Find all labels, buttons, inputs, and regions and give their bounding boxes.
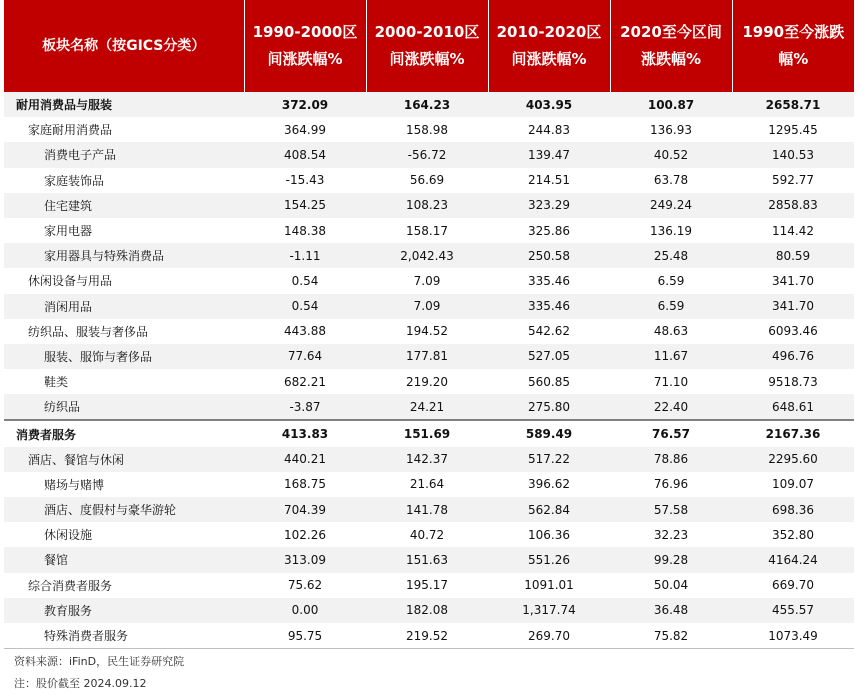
value-2010-2020: 335.46	[488, 294, 610, 319]
sector-name: 服装、服饰与奢侈品	[4, 344, 244, 369]
value-2020-now: 71.10	[653, 374, 689, 389]
value-2010-2020: 551.26	[488, 547, 610, 572]
value-2020-now: 76.57	[610, 420, 732, 446]
value-2010-2020: 269.70	[528, 628, 570, 643]
sector-name: 家用器具与特殊消费品	[4, 243, 244, 268]
value-1990-2000: 682.21	[284, 374, 326, 389]
value-1990-now: 2167.36	[732, 420, 854, 446]
table-row	[4, 573, 854, 598]
value-2000-2010: 7.09	[366, 294, 488, 319]
value-1990-now: 2295.60	[732, 447, 854, 472]
sector-name: 酒店、餐馆与休闲	[4, 447, 244, 472]
sector-name: 住宅建筑	[4, 193, 244, 218]
table-row	[4, 623, 854, 648]
sector-name: 特殊消费者服务	[44, 629, 129, 644]
value-1990-now: 648.61	[732, 394, 854, 420]
value-2010-2020: 1,317.74	[488, 598, 610, 623]
value-2020-now: 57.58	[610, 497, 732, 522]
sector-name: 休闲设备与用品	[28, 274, 113, 289]
value-2000-2010: 182.08	[366, 598, 488, 623]
date-note: 注：股价截至 2024.09.12	[14, 677, 147, 690]
table-row	[4, 394, 854, 420]
value-2010-2020: 403.95	[488, 92, 610, 117]
value-2000-2010: 21.64	[409, 477, 445, 492]
value-2020-now: 6.59	[610, 294, 732, 319]
sector-name: 家庭耐用消费品	[28, 123, 113, 138]
value-1990-2000: 77.64	[244, 344, 366, 369]
table-body	[4, 92, 854, 648]
table-row	[4, 168, 854, 193]
value-1990-now: 140.53	[732, 142, 854, 167]
table-notes	[4, 648, 854, 695]
value-2010-2020: 562.84	[488, 497, 610, 522]
sector-name: 消闲用品	[4, 294, 244, 319]
value-1990-2000: -15.43	[285, 173, 325, 188]
value-1990-2000: 0.00	[244, 598, 366, 623]
value-2000-2010: 141.78	[366, 497, 488, 522]
value-1990-now: 2658.71	[732, 92, 854, 117]
value-2020-now: 136.19	[650, 223, 692, 238]
value-1990-now: 114.42	[772, 223, 814, 238]
value-1990-2000: 154.25	[244, 193, 366, 218]
value-2000-2010: 24.21	[366, 394, 488, 420]
value-2020-now: 6.59	[657, 273, 685, 288]
sector-name: 教育服务	[4, 598, 244, 623]
value-2000-2010: 177.81	[366, 344, 488, 369]
value-2000-2010: 142.37	[366, 447, 488, 472]
value-2000-2010: -56.72	[366, 142, 488, 167]
value-2000-2010: 164.23	[366, 92, 488, 117]
sector-performance-table	[4, 0, 854, 648]
value-1990-2000: 102.26	[284, 527, 326, 542]
value-1990-now: 669.70	[772, 578, 814, 593]
table-row	[4, 497, 854, 522]
value-2020-now: 136.93	[650, 122, 692, 137]
value-1990-2000: 408.54	[244, 142, 366, 167]
value-2000-2010: 195.17	[406, 578, 448, 593]
table-row	[4, 369, 854, 394]
value-2010-2020: 1091.01	[524, 578, 574, 593]
value-1990-now: 9518.73	[768, 374, 818, 389]
header-2000-2010: 2000-2010区间涨跌幅%	[366, 0, 488, 92]
value-2020-now: 22.40	[610, 394, 732, 420]
table-row	[4, 319, 854, 344]
value-1990-now: 109.07	[772, 477, 814, 492]
value-1990-2000: 0.54	[244, 294, 366, 319]
value-2010-2020: 527.05	[488, 344, 610, 369]
value-2020-now: 75.82	[653, 628, 689, 643]
sector-name: 鞋类	[44, 375, 69, 390]
value-1990-2000: -1.11	[244, 243, 366, 268]
value-2020-now: 32.23	[653, 527, 689, 542]
value-2020-now: 63.78	[653, 173, 689, 188]
value-2020-now: 78.86	[610, 447, 732, 472]
value-2010-2020: 106.36	[528, 527, 570, 542]
value-2010-2020: 244.83	[528, 122, 570, 137]
table-row	[4, 193, 854, 218]
sector-name: 综合消费者服务	[28, 578, 113, 593]
table-row	[4, 344, 854, 369]
value-2010-2020: 560.85	[528, 374, 570, 389]
value-2010-2020: 275.80	[488, 394, 610, 420]
value-2010-2020: 542.62	[528, 324, 570, 339]
value-1990-now: 6093.46	[768, 324, 818, 339]
value-2020-now: 249.24	[610, 193, 732, 218]
sector-name: 餐馆	[4, 547, 244, 572]
value-2000-2010: 2,042.43	[366, 243, 488, 268]
value-1990-2000: 443.88	[284, 324, 326, 339]
source-note: 资料来源：iFinD，民生证券研究院	[14, 655, 185, 668]
value-2000-2010: 158.98	[406, 122, 448, 137]
sector-name: 酒店、度假村与豪华游轮	[4, 497, 244, 522]
value-2020-now: 99.28	[610, 547, 732, 572]
value-2000-2010: 158.17	[406, 223, 448, 238]
sector-name: 消费者服务	[4, 420, 244, 446]
table-row	[4, 598, 854, 623]
value-1990-now: 455.57	[732, 598, 854, 623]
value-2020-now: 25.48	[610, 243, 732, 268]
value-2010-2020: 323.29	[488, 193, 610, 218]
header-2020-now: 2020至今区间涨跌幅%	[610, 0, 732, 92]
value-2020-now: 36.48	[610, 598, 732, 623]
table-row	[4, 547, 854, 572]
value-1990-now: 698.36	[732, 497, 854, 522]
value-1990-now: 1073.49	[768, 628, 818, 643]
value-2010-2020: 335.46	[528, 273, 570, 288]
table-row	[4, 218, 854, 243]
value-1990-2000: 168.75	[284, 477, 326, 492]
value-2020-now: 11.67	[610, 344, 732, 369]
value-1990-2000: 372.09	[244, 92, 366, 117]
table-row	[4, 294, 854, 319]
value-2020-now: 40.52	[610, 142, 732, 167]
value-2000-2010: 151.63	[366, 547, 488, 572]
value-1990-now: 341.70	[772, 273, 814, 288]
value-2010-2020: 589.49	[488, 420, 610, 446]
table-row	[4, 522, 854, 547]
value-2010-2020: 250.58	[488, 243, 610, 268]
value-1990-2000: 440.21	[244, 447, 366, 472]
table-row	[4, 142, 854, 167]
header-1990-2000: 1990-2000区间涨跌幅%	[244, 0, 366, 92]
value-1990-now: 80.59	[732, 243, 854, 268]
sector-name: 休闲设施	[44, 528, 93, 543]
value-2020-now: 50.04	[653, 578, 689, 593]
value-1990-now: 1295.45	[768, 122, 818, 137]
value-1990-now: 2858.83	[732, 193, 854, 218]
value-2010-2020: 214.51	[528, 173, 570, 188]
sector-name: 消费电子产品	[4, 142, 244, 167]
value-1990-2000: 148.38	[284, 223, 326, 238]
value-1990-now: 592.77	[772, 173, 814, 188]
value-2000-2010: 108.23	[366, 193, 488, 218]
value-2020-now: 48.63	[653, 324, 689, 339]
value-1990-2000: -3.87	[244, 394, 366, 420]
sector-name: 赌场与赌博	[44, 477, 105, 492]
value-2010-2020: 517.22	[488, 447, 610, 472]
table-row	[4, 447, 854, 472]
value-1990-2000: 704.39	[244, 497, 366, 522]
value-2010-2020: 325.86	[528, 223, 570, 238]
value-2000-2010: 194.52	[406, 324, 448, 339]
value-2000-2010: 56.69	[409, 173, 445, 188]
table-row	[4, 268, 854, 293]
header-2010-2020: 2010-2020区间涨跌幅%	[488, 0, 610, 92]
value-2020-now: 76.96	[653, 477, 689, 492]
header-sector-name: 板块名称（按GICS分类）	[4, 0, 244, 92]
value-1990-now: 4164.24	[732, 547, 854, 572]
table-row	[4, 420, 854, 446]
table-row	[4, 117, 854, 142]
value-1990-2000: 313.09	[244, 547, 366, 572]
value-1990-2000: 364.99	[284, 122, 326, 137]
value-2000-2010: 7.09	[413, 273, 441, 288]
value-2010-2020: 139.47	[488, 142, 610, 167]
value-2000-2010: 219.52	[406, 628, 448, 643]
table-row	[4, 92, 854, 117]
value-1990-2000: 95.75	[287, 628, 323, 643]
sector-name: 家庭装饰品	[44, 173, 105, 188]
value-2000-2010: 40.72	[409, 527, 445, 542]
table-header	[4, 0, 854, 92]
table-row	[4, 243, 854, 268]
header-1990-now: 1990至今涨跌幅%	[732, 0, 854, 92]
table-row	[4, 472, 854, 497]
sector-name: 纺织品	[4, 394, 244, 420]
value-1990-2000: 413.83	[244, 420, 366, 446]
value-1990-2000: 0.54	[291, 273, 319, 288]
value-1990-now: 341.70	[732, 294, 854, 319]
value-2020-now: 100.87	[610, 92, 732, 117]
sector-name: 纺织品、服装与奢侈品	[28, 324, 149, 339]
value-2010-2020: 396.62	[528, 477, 570, 492]
value-1990-now: 352.80	[772, 527, 814, 542]
value-2000-2010: 219.20	[406, 374, 448, 389]
sector-name: 家用电器	[44, 224, 93, 239]
sector-name: 耐用消费品与服装	[4, 92, 244, 117]
value-1990-2000: 75.62	[287, 578, 323, 593]
value-1990-now: 496.76	[732, 344, 854, 369]
value-2000-2010: 151.69	[366, 420, 488, 446]
